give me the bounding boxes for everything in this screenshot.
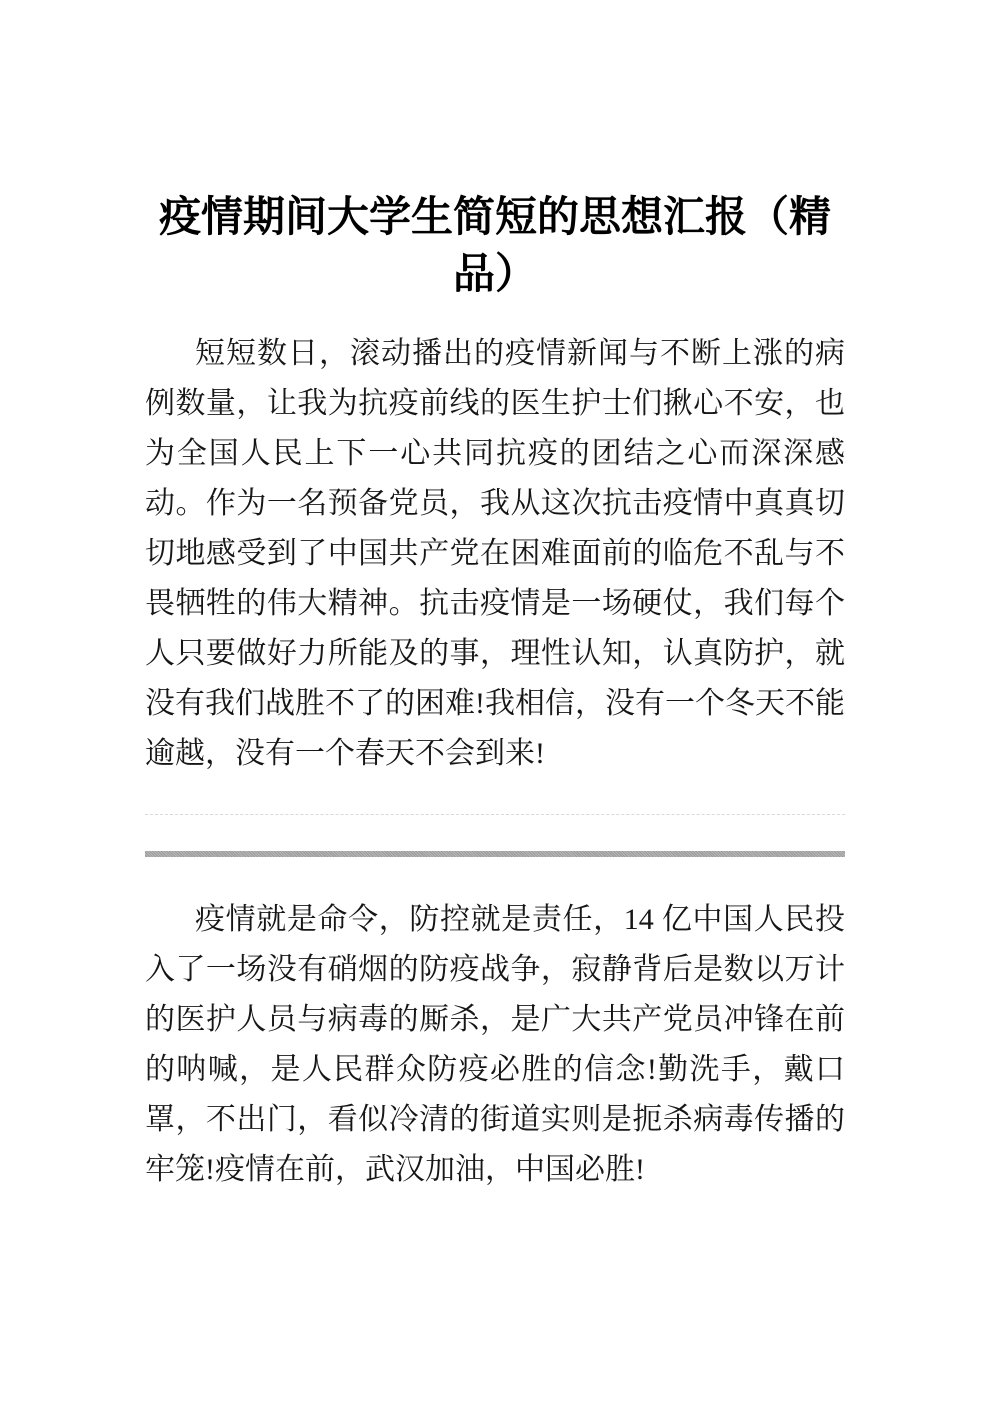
paragraph-2: 疫情就是命令，防控就是责任，14 亿中国人民投入了一场没有硝烟的防疫战争，寂静背后是数以万计的医护人员与病毒的厮杀，是广大共产党员冲锋在前的呐喊，是人民群众防疫必胜的信念!勤洗手，戴口罩，不出门，看似冷清的街道实则是扼杀病毒传播的牢笼!疫情在前，武汉加油，中国必胜! (145, 903, 845, 1187)
document-content (145, 190, 845, 1195)
thin-dashed-divider (145, 814, 845, 815)
paragraph-1: 短短数日，滚动播出的疫情新闻与不断上涨的病例数量，让我为抗疫前线的医生护士们揪心不安，也为全国人民上下一心共同抗疫的团结之心而深深感动。作为一名预备党员，我从这次抗击疫情中真真切切地感受到了中国共产党在困难面前的临危不乱与不畏牺牲的伟大精神。抗击疫情是一场硬仗，我们每个人只要做好力所能及的事，理性认知，认真防护，就没有我们战胜不了的困难!我相信，没有一个冬天不能逾越，没有一个春天不会到来! (145, 337, 845, 771)
thick-section-divider (145, 851, 845, 857)
document-title: 疫情期间大学生简短的思想汇报（精品） (158, 195, 831, 298)
